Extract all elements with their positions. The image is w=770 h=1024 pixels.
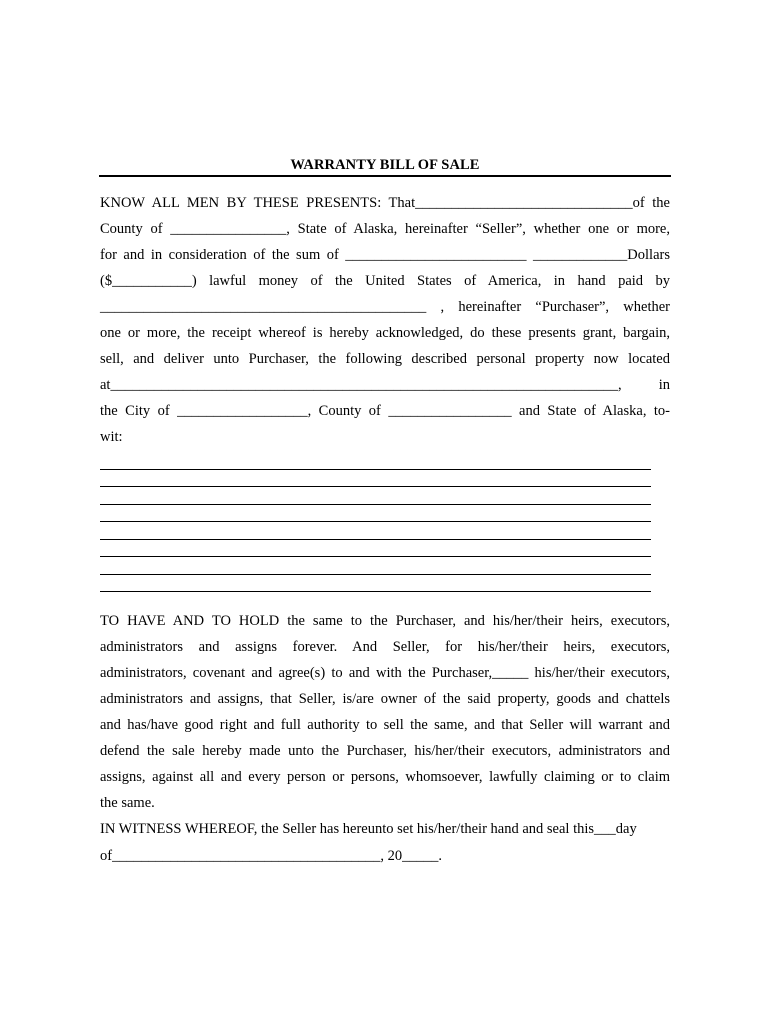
habendum-line: administrators, covenant and agree(s) to and with the Purchaser,_____ his/her/their executors, [100,665,670,681]
property-description-blank-line [100,486,651,487]
intro-line: one or more, the receipt whereof is hereby acknowledged, do these presents grant, bargain, [100,325,670,341]
intro-line: KNOW ALL MEN BY THESE PRESENTS: That______________________________of the [100,195,670,211]
habendum-line: and has/have good right and full authority to sell the same, and that Seller will warrant and [100,717,670,733]
property-description-blank-line [100,521,651,522]
habendum-line: administrators and assigns forever. And Seller, for his/her/their heirs, executors, [100,639,670,655]
property-description-blank-line [100,539,651,540]
intro-line: _____________________________________________ , hereinafter “Purchaser”, whether [100,299,670,315]
intro-line: at______________________________________________________________________, in [100,377,670,393]
property-description-blank-line [100,591,651,592]
property-description-blank-line [100,574,651,575]
intro-line: ($___________) lawful money of the United States of America, in hand paid by [100,273,670,289]
property-description-blank-line [100,556,651,557]
title-underline [99,175,671,177]
property-description-blank-line [100,469,651,470]
habendum-line: defend the sale hereby made unto the Purchaser, his/her/their executors, administrators and [100,743,670,759]
witness-line: IN WITNESS WHEREOF, the Seller has hereunto set his/her/their hand and seal this___day [100,821,637,837]
document-title: WARRANTY BILL OF SALE [290,157,480,173]
witness-line: of_____________________________________, 20_____. [100,848,442,864]
habendum-line: TO HAVE AND TO HOLD the same to the Purchaser, and his/her/their heirs, executors, [100,613,670,629]
property-description-blank-line [100,504,651,505]
habendum-line: administrators and assigns, that Seller, is/are owner of the said property, goods and chattels [100,691,670,707]
intro-line: the City of __________________, County of _________________ and State of Alaska, to- [100,403,670,419]
intro-line: County of ________________, State of Alaska, hereinafter “Seller”, whether one or more, [100,221,670,237]
intro-line: for and in consideration of the sum of _________________________ _____________Dollars [100,247,670,263]
habendum-line: the same. [100,795,155,811]
habendum-line: assigns, against all and every person or persons, whomsoever, lawfully claiming or to claim [100,769,670,785]
intro-line: sell, and deliver unto Purchaser, the following described personal property now located [100,351,670,367]
intro-line: wit: [100,429,123,445]
